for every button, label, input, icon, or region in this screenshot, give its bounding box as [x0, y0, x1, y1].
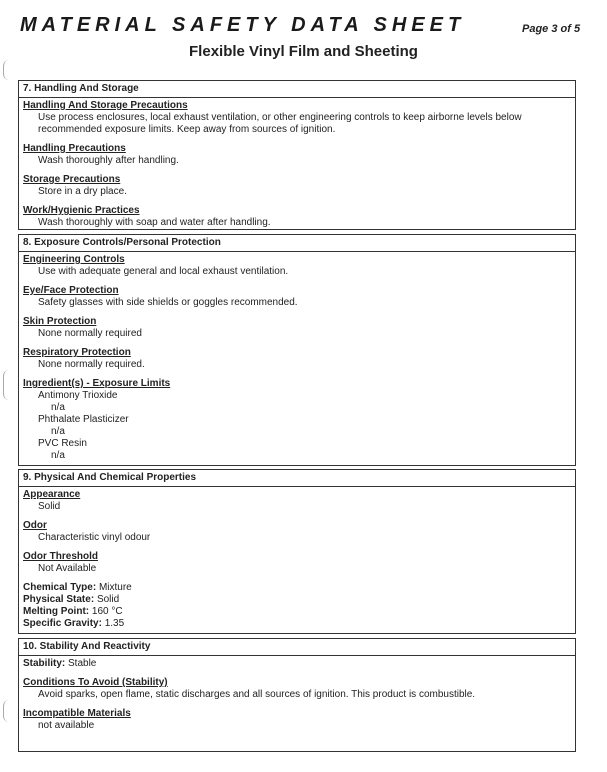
- subheading: Odor Threshold: [23, 551, 98, 562]
- subheading: Handling And Storage Precautions: [23, 100, 188, 111]
- section-stability-reactivity: [18, 638, 576, 752]
- subheading: Engineering Controls: [23, 254, 125, 265]
- document-title: MATERIAL SAFETY DATA SHEET: [20, 14, 466, 36]
- ingredient-limit: n/a: [51, 426, 65, 437]
- page-number: Page 3 of 5: [522, 23, 581, 35]
- subheading: Appearance: [23, 489, 81, 500]
- section-physical-properties: [18, 469, 576, 634]
- ingredient-name: Antimony Trioxide: [38, 390, 118, 401]
- subheading: Storage Precautions: [23, 174, 121, 185]
- property-value: 160 °C: [91, 606, 123, 617]
- subheading: Ingredient(s) - Exposure Limits: [23, 378, 171, 389]
- section-text: Wash thoroughly with soap and water after handling.: [38, 217, 271, 228]
- subheading: Incompatible Materials: [23, 708, 131, 719]
- binder-mark: [3, 60, 12, 80]
- property-row: [23, 618, 575, 630]
- property-row: [23, 594, 575, 606]
- ingredient-limit: n/a: [51, 450, 65, 461]
- stability-row: [23, 658, 575, 670]
- property-value: 1.35: [104, 618, 125, 629]
- section-text: Safety glasses with side shields or goggles recommended.: [38, 297, 298, 308]
- property-key: Specific Gravity:: [23, 618, 102, 629]
- section-handling-storage: [18, 80, 576, 230]
- section-text: Not Available: [38, 563, 97, 574]
- ingredient-name: Phthalate Plasticizer: [38, 414, 129, 425]
- section-heading: 8. Exposure Controls/Personal Protection: [19, 235, 575, 252]
- section-heading: 9. Physical And Chemical Properties: [19, 470, 575, 487]
- section-text: None normally required.: [38, 359, 145, 370]
- property-key: Physical State:: [23, 594, 95, 605]
- subheading: Work/Hygienic Practices: [23, 205, 140, 216]
- section-text: None normally required: [38, 328, 142, 339]
- property-key: Chemical Type:: [23, 582, 97, 593]
- product-name: Flexible Vinyl Film and Sheeting: [189, 43, 418, 60]
- subheading: Handling Precautions: [23, 143, 126, 154]
- subheading: Conditions To Avoid (Stability): [23, 677, 168, 688]
- section-text: Characteristic vinyl odour: [38, 532, 151, 543]
- property-value: Solid: [96, 594, 120, 605]
- ingredient-name: PVC Resin: [38, 438, 87, 449]
- subheading: Eye/Face Protection: [23, 285, 119, 296]
- stability-key: Stability:: [23, 658, 66, 669]
- section-heading: 7. Handling And Storage: [19, 81, 575, 98]
- section-text: Use with adequate general and local exhaust ventilation.: [38, 266, 289, 277]
- section-text: Avoid sparks, open flame, static discharges and all sources of ignition. This product is combustible.: [38, 689, 476, 700]
- stability-value: Stable: [68, 658, 97, 669]
- section-text: Solid: [38, 501, 61, 512]
- property-row: [23, 606, 575, 618]
- binder-mark: [3, 370, 12, 400]
- property-value: Mixture: [98, 582, 132, 593]
- subheading: Skin Protection: [23, 316, 97, 327]
- section-heading: 10. Stability And Reactivity: [19, 639, 575, 656]
- section-text: Use process enclosures, local exhaust ventilation, or other engineering controls to keep airborne levels below recommended exposure limits. Keep away from sources of ignition.: [38, 112, 522, 135]
- section-text: not available: [38, 720, 95, 731]
- section-text: Wash thoroughly after handling.: [38, 155, 179, 166]
- property-key: Melting Point:: [23, 606, 90, 617]
- section-exposure-controls: [18, 234, 576, 466]
- subheading: Odor: [23, 520, 47, 531]
- section-text: Store in a dry place.: [38, 186, 127, 197]
- subheading: Respiratory Protection: [23, 347, 131, 358]
- ingredient-limit: n/a: [51, 402, 65, 413]
- property-row: [23, 582, 575, 594]
- binder-mark: [3, 700, 12, 722]
